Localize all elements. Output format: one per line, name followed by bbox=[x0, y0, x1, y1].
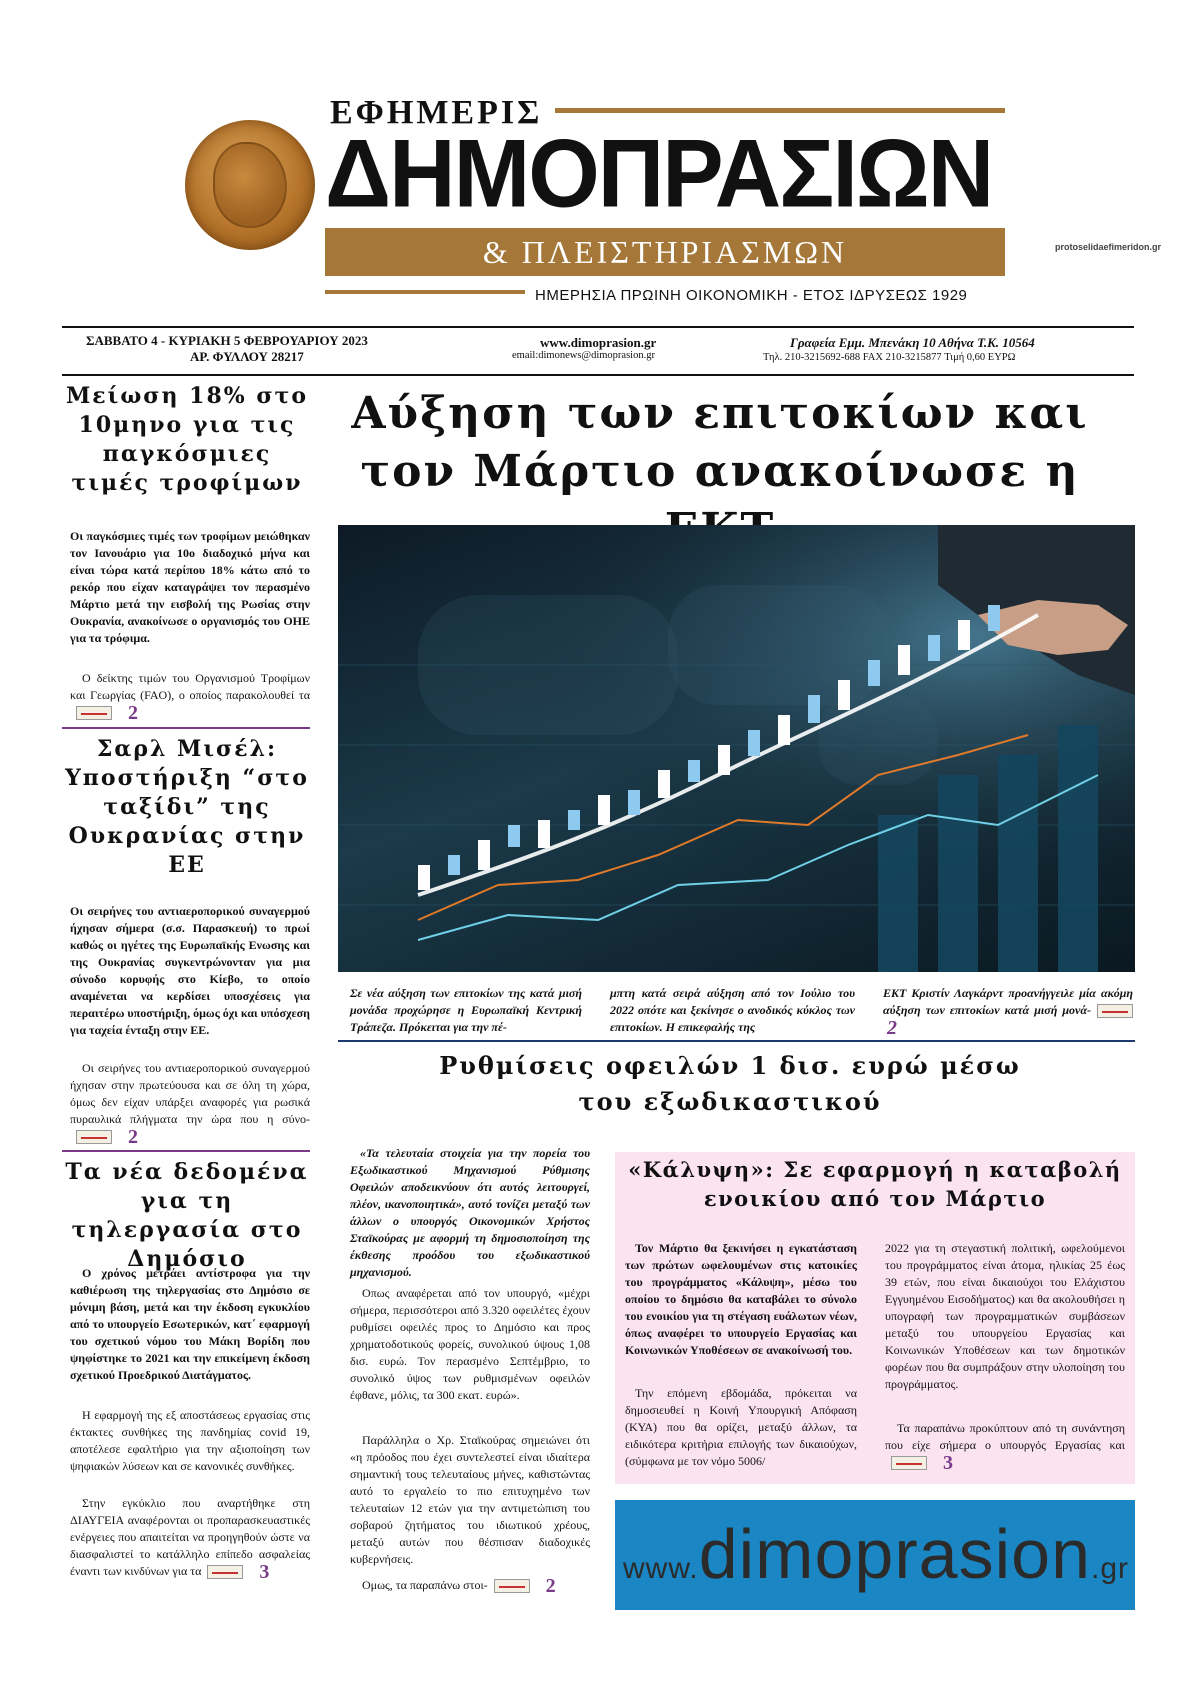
contact-phones: Τηλ. 210-3215692-688 FAX 210-3215877 Τιμή 0,60 ΕΥΡΩ bbox=[763, 352, 1016, 363]
masthead-top-line bbox=[555, 108, 1005, 113]
debt-settlement-body-3 bbox=[350, 1574, 590, 1597]
kalypsi-body-2: 2022 για τη στεγαστική πολιτική, ωφελούμενοι του προγράμματος είναι άτομα, ηλικίας 25 έως 39 ετών, που είναι δικαιούχοι του Ελάχιστου Εγγυημένου Εισοδήματος) και θα ακολουθήσει η υπογραφή των προγραμματικών συμβάσεων μεταξύ του υπουργείου Εργασίας και Κοινωνικών Υποθέσεων και των δημοτικών φορέων που θα συμπράξουν στην υλοποίηση του προγράμματος. bbox=[885, 1241, 1125, 1391]
telework-lead: Ο χρόνος μετράει αντίστροφα για την καθιέρωση της τηλεργασίας στο Δημόσιο σε μόνιμη βάση, μετά και την έκδοση εγκυκλίου από το υπουργείο Εσωτερικών, κατ΄ εφαρμογή του σχετικού νόμου του Μάκη Βορίδη που ψηφίστηκε το 2021 και την επικείμενη έκδοση σχετικού Προεδρικού Διατάγματος. bbox=[70, 1266, 310, 1382]
email-link[interactable]: email:dimonews@dimoprasion.gr bbox=[512, 350, 655, 361]
debt-settlement-body-2: Παράλληλα ο Χρ. Σταϊκούρας σημειώνει ότι «η πρόοδος που έχει συντελεστεί είναι ιδιαίτερα σημαντική τους τελευταίους μήνες, καθιστώντας αυτό το εργαλείο το πιο επιτυχημένο των τελευταίων 12 ετών για την αντιμετώπιση του σοβαρού ζητήματος του ιδιωτικού χρέους, μεταξύ αυτών που θέσπισαν διαδοχικές κυβερνήσεις. bbox=[350, 1433, 590, 1566]
page-ref-number: 3 bbox=[943, 1451, 953, 1474]
debt-settlement-body-1: Οπως αναφέρεται από τον υπουργό, «μέχρι σήμερα, περισσότεροι από 3.320 οφειλέτες έχουν ρυθμίσει οφειλές προς το Δημόσιο και προς χρηματοδοτικούς φορείς, συνολικού ύψους 1,08 δισ. ευρώ. Τον περασμένο Σεπτέμβριο, το συνολικό ύψος των ρυθμισμένων οφειλών έφθανε, μόλις, τα 300 εκατ. ευρώ». bbox=[350, 1286, 590, 1402]
banner-text bbox=[623, 1514, 1129, 1594]
food-prices-body bbox=[70, 670, 310, 722]
page-ref-number: 2 bbox=[887, 1016, 897, 1039]
masthead-bottom-line bbox=[325, 290, 525, 294]
page-ref-tag-icon bbox=[76, 706, 112, 720]
page-ref-tag-icon bbox=[76, 1130, 112, 1144]
page-ref-number: 2 bbox=[128, 1125, 138, 1148]
michel-lead: Οι σειρήνες του αντιαεροπορικού συναγερμού ήχησαν σήμερα (σ.σ. Παρασκευή) το πρωί καθώς οι ηγέτες της Ευρωπαϊκής Ενωσης και της Ουκρανίας συγκεντρώνονταν για μια σύνοδο κορυφής στο Κίεβο, το οποίο αναμένεται να κερδίσει υποσχέσεις για περαιτέρω υποστήριξη, όμως όχι και υπόσχεση για ταχεία ένταξη στην ΕΕ. bbox=[70, 904, 310, 1037]
page-ref-number: 2 bbox=[545, 1574, 556, 1597]
debt-settlement-headline: Ρυθμίσεις οφειλών 1 δισ. ευρώ μέσω του εξωδικαστικού bbox=[439, 1051, 1021, 1116]
food-prices-headline: Μείωση 18% στο 10μηνο για τις παγκόσμιες τιμές τροφίμων bbox=[65, 383, 309, 496]
page-ref-tag-icon bbox=[1097, 1004, 1133, 1018]
banner-suffix: .gr bbox=[1091, 1552, 1130, 1585]
office-address: Γραφεία Εμμ. Μπενάκη 10 Αθήνα Τ.Κ. 10564 bbox=[790, 335, 1035, 350]
telework-headline: Τα νέα δεδομένα για τη τηλεργασία στο Δημόσιο bbox=[65, 1159, 309, 1272]
page-ref-tag-icon bbox=[207, 1565, 243, 1579]
michel-headline: Σαρλ Μισέλ: Υποστήριξη “στο ταξίδι” της Ουκρανίας στην ΕΕ bbox=[65, 736, 309, 878]
debt-settlement-lead: «Τα τελευταία στοιχεία για την πορεία του Εξωδικαστικού Μηχανισμού Ρύθμισης Οφειλών αποδεικνύουν ότι αυτός λειτουργεί, πλέον, ικανοποιητικά», αυτό τονίζει μεταξύ των άλλων ο υπουργός Οικονομικών Χρήστος Σταϊκούρας με αφορμή τη δημοσιοποίηση της έκθεσης προόδου του εξωδικαστικού μηχανισμού. bbox=[350, 1146, 590, 1279]
debt-settlement-body-3-text: Ομως, τα παραπάνω στοι- bbox=[362, 1578, 488, 1592]
masthead-subtitle: & ΠΛΕΙΣΤΗΡΙΑΣΜΩΝ bbox=[325, 228, 1005, 276]
telework-body-2 bbox=[70, 1495, 310, 1581]
kalypsi-lead: Τον Μάρτιο θα ξεκινήσει η εγκατάσταση των πρώτων ωφελουμένων στις κατοικίες του προγράμματος «Κάλυψη», μέσω του οποίου το δημόσιο θα καταβάλει το σύνολο του ενοικίου για τη στέγαση ευάλωτων νέων, όπως αναφέρει το υπουργείο Εργασίας και Κοινωνικών Υποθέσεων σε ανακοίνωσή του. bbox=[625, 1241, 857, 1357]
issue-number: ΑΡ. ΦΥΛΛΟΥ 28217 bbox=[190, 349, 304, 364]
stock-chart-photo bbox=[338, 525, 1135, 972]
michel-body bbox=[70, 1060, 310, 1146]
dimoprasion-banner[interactable] bbox=[615, 1500, 1135, 1610]
watermark: protoselidaefimeridon.gr bbox=[1055, 242, 1162, 252]
website-link[interactable]: www.dimoprasion.gr bbox=[540, 335, 657, 350]
photo-caption-col3-text: ΕΚΤ Κριστίν Λαγκάρντ προανήγγειλε μία ακόμη αύξηση των επιτοκίων κατά μισή μονά- bbox=[883, 986, 1133, 1017]
coin-logo bbox=[185, 120, 315, 250]
infobar-top-rule bbox=[62, 326, 1134, 328]
masthead-tagline: ΗΜΕΡΗΣΙΑ ΠΡΩΙΝΗ ΟΙΚΟΝΟΜΙΚΗ - ΕΤΟΣ ΙΔΡΥΣΕΩΣ 1929 bbox=[535, 287, 968, 304]
issue-date: ΣΑΒΒΑΤΟ 4 - ΚΥΡΙΑΚΗ 5 ΦΕΒΡΟΥΑΡΙΟΥ 2023 bbox=[86, 333, 368, 348]
telework-body-2-text: Στην εγκύκλιο που αναρτήθηκε στη ΔΙΑΥΓΕΙΑ αναφέρονται οι προπαρασκευαστικές ενέργειες που απαιτείται να προηγηθούν ώστε να διασφαλιστεί το κατάλληλο επίπεδο ασφαλείας έναντι των κινδύνων για τα bbox=[70, 1496, 310, 1578]
food-prices-body-text: Ο δείκτης τιμών του Οργανισμού Τροφίμων και Γεωργίας (FAO), ο οποίος παρακολουθεί τα bbox=[70, 671, 310, 702]
michel-body-text: Οι σειρήνες του αντιαεροπορικού συναγερμού ήχησαν στην πρωτεύουσα και σε όλη τη χώρα, όμως δεν είχαν υπάρξει αναφορές για ρωσικά πυραυλικά πλήγματα την ώρα που η σύνο- bbox=[70, 1061, 310, 1126]
page-ref-number: 2 bbox=[128, 701, 138, 724]
photo-caption-col3 bbox=[883, 985, 1133, 1037]
photo-caption-col2: μπτη κατά σειρά αύξηση από τον Ιούλιο του 2022 οπότε και ξεκίνησε ο ανοδικός κύκλος των επιτοκίων. Η επικεφαλής της bbox=[610, 986, 855, 1034]
food-prices-lead: Οι παγκόσμιες τιμές των τροφίμων μειώθηκαν τον Ιανουάριο για 10ο διαδοχικό μήνα και είναι τώρα κατά περίπου 18% κάτω από το ρεκόρ που είχαν καταγράψει τον περασμένο Μάρτιο μετά την εισβολή της Ρωσίας στην Ουκρανία, ανακοίνωσε ο οργανισμός του ΟΗΕ για τα τρόφιμα. bbox=[70, 529, 310, 645]
side-divider-1 bbox=[62, 727, 310, 729]
page-ref-tag-icon bbox=[494, 1579, 530, 1593]
kalypsi-body-1: Την επόμενη εβδομάδα, πρόκειται να δημοσιευθεί η Κοινή Υπουργική Απόφαση (ΚΥΑ) που θα ορίζει, μεταξύ άλλων, τα ειδικότερα κριτήρια επιλογής των δικαιούχων, (σύμφωνα με τον νόμο 5006/ bbox=[625, 1386, 857, 1468]
page-ref-number: 3 bbox=[259, 1560, 270, 1583]
telework-body-1: Η εφαρμογή της εξ αποστάσεως εργασίας στις έκτακτες συνθήκες της πανδημίας covid 19, αποτέλεσε εφαλτήριο για την αξιοποίηση των ψηφιακών λύσεων και σε κανονικές συνθήκες. bbox=[70, 1408, 310, 1473]
kalypsi-body-3-text: Τα παραπάνω προκύπτουν από τη συνάντηση που είχε σήμερα ο υπουργός Εργασίας και bbox=[885, 1421, 1125, 1452]
banner-prefix: www. bbox=[623, 1552, 699, 1585]
page-ref-tag-icon bbox=[891, 1456, 927, 1470]
kalypsi-body-3 bbox=[885, 1420, 1125, 1472]
main-headline: Αύξηση των επιτοκίων και τον Μάρτιο ανακοίνωσε η bbox=[351, 388, 1089, 497]
side-divider-2 bbox=[62, 1150, 310, 1152]
masthead-prefix: ΕΦΗΜΕΡΙΣ bbox=[330, 94, 543, 131]
main-story-rule bbox=[338, 1040, 1135, 1042]
photo-caption-col1: Σε νέα αύξηση των επιτοκίων της κατά μισή μονάδα προχώρησε η Ευρωπαϊκή Κεντρική Τράπεζα. Πρόκειται για την πέ- bbox=[350, 986, 582, 1034]
banner-name: dimoprasion bbox=[698, 1515, 1091, 1593]
kalypsi-headline: «Κάλυψη»: Σε εφαρμογή η καταβολή ενοικίου από τον Μάρτιο bbox=[628, 1157, 1122, 1211]
masthead-title: ΔΗΜΟΠΡΑΣΙΩΝ bbox=[325, 120, 993, 228]
infobar-bottom-rule bbox=[62, 374, 1134, 376]
rising-chart-illustration bbox=[338, 525, 1135, 972]
